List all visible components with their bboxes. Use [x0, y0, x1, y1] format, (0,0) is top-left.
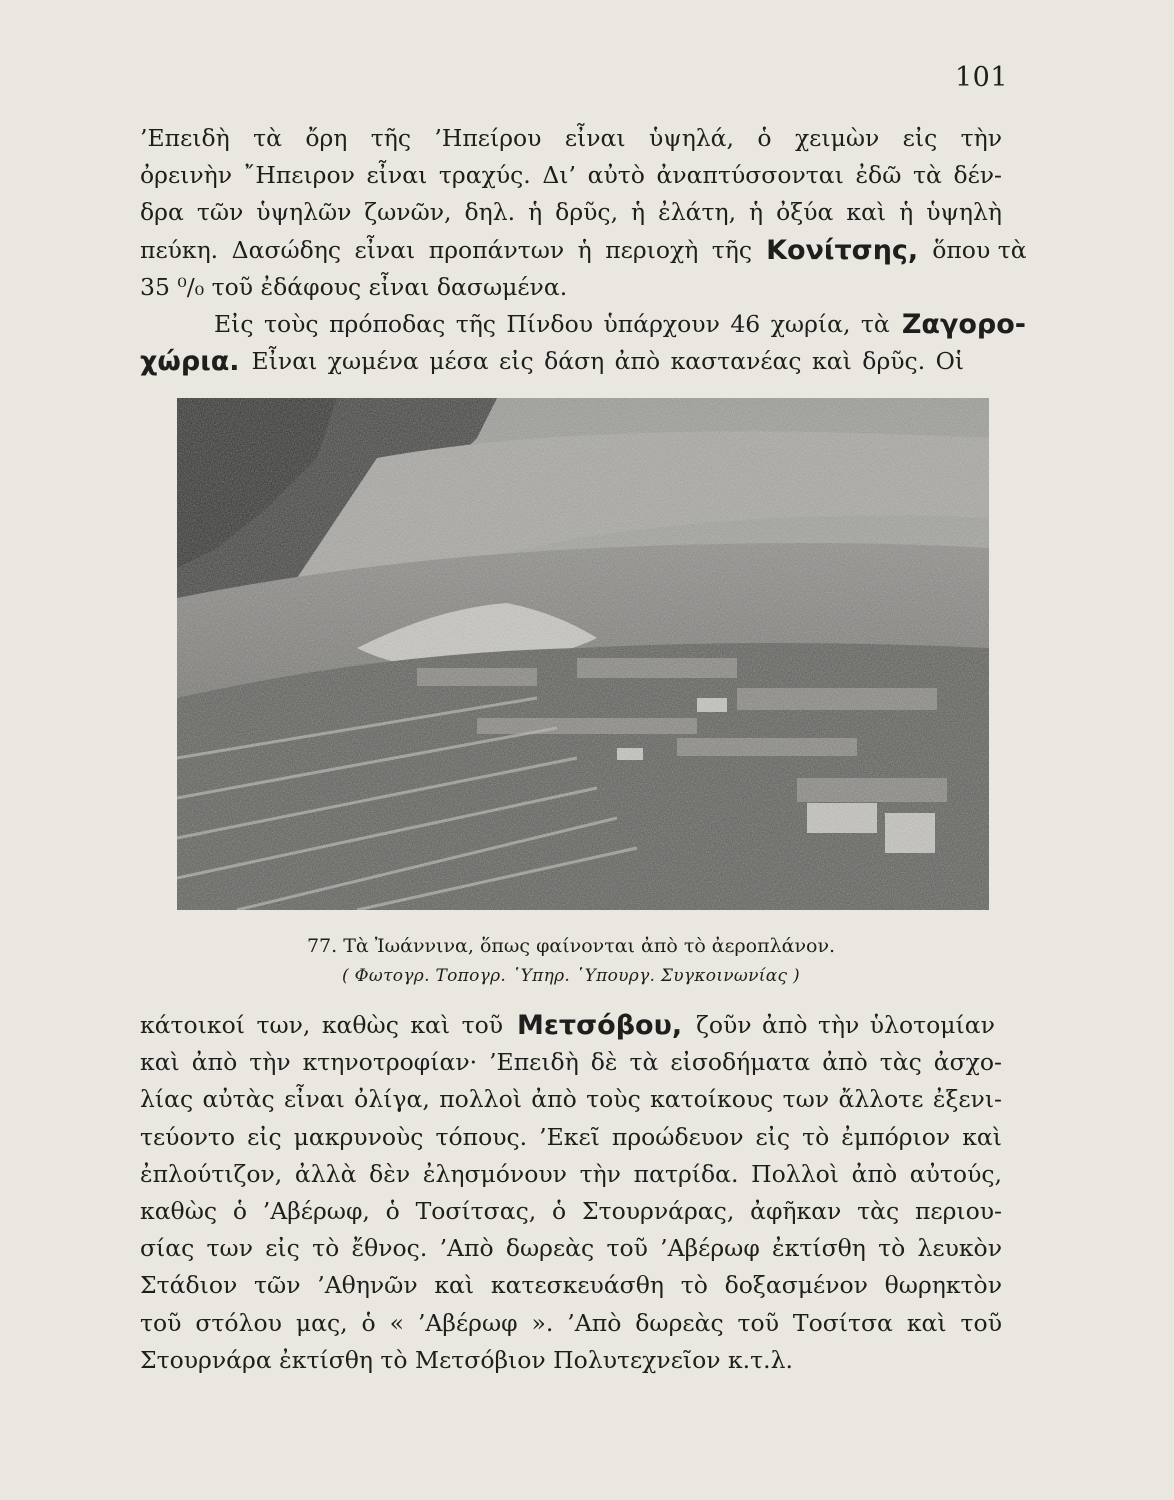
line-text: πεύκη. Δασώδης εἶναι προπάντων ἡ περιοχὴ τῆς [140, 235, 753, 264]
line-text: ὅπου τὰ [932, 235, 1027, 264]
photo-credit: ( Φωτογρ. Τοπογρ. ῾Υπηρ. ῾Υπουργ. Συγκοινωνίας ) [342, 966, 800, 986]
text-line [140, 1119, 1002, 1156]
place-name-metsovo: Μετσόβου, [517, 1010, 683, 1041]
text-line [140, 269, 1002, 306]
text-line [140, 1044, 1002, 1081]
line-text: κάτοικοί των, καθὼς καὶ τοῦ [140, 1011, 504, 1039]
line-text: Στάδιον τῶν ’Αθηνῶν καὶ κατεσκευάσθη τὸ δοξασμένον θωρηκτὸν [140, 1271, 1002, 1300]
text-line [140, 157, 1002, 194]
line-text: λίας αὐτὰς εἶναι ὀλίγα, πολλοὶ ἀπὸ τοὺς κατοίκους των ἄλλοτε ἐξενι- [140, 1085, 1002, 1114]
text-line [140, 194, 1002, 231]
line-text: δρα τῶν ὑψηλῶν ζωνῶν, δηλ. ἡ δρῦς, ἡ ἐλάτη, ἡ ὀξύα καὶ ἡ ὑψηλὴ [140, 198, 1002, 227]
page-number: 101 [955, 62, 1009, 93]
paragraph-top [140, 120, 1027, 380]
line-text: 35 ⁰/₀ τοῦ ἐδάφους εἶναι δασωμένα. [140, 272, 568, 301]
text-line [140, 1305, 1002, 1342]
figure-caption: 77. Τὰ Ἰωάννινα, ὅπως φαίνονται ἀπὸ τὸ ἀεροπλάνον. [306, 935, 836, 957]
paragraph-bottom [140, 1007, 1002, 1379]
text-line [140, 306, 1026, 343]
text-line [140, 1267, 1002, 1304]
line-text: Εἰς τοὺς πρόποδας τῆς Πίνδου ὑπάρχουν 46 χωρία, τὰ [214, 310, 890, 339]
line-text: τοῦ στόλου μας, ὁ « ’Αβέρωφ ». ’Απὸ δωρεὰς τοῦ Τοσίτσα καὶ τοῦ [140, 1308, 1002, 1337]
text-line [140, 343, 1002, 380]
text-line [140, 1081, 1002, 1118]
text-line [140, 1230, 1002, 1267]
text-line [140, 1156, 1002, 1193]
line-text: ἐπλούτιζον, ἀλλὰ δὲν ἐλησμόνουν τὴν πατρίδα. Πολλοὶ ἀπὸ αὐτούς, [140, 1159, 1002, 1188]
text-line [140, 1342, 1002, 1379]
place-name-zagorochoria-end: χώρια. [140, 346, 240, 378]
line-text: ὀρεινὴν ῎Ηπειρον εἶναι τραχύς. Δι’ αὐτὸ ἀναπτύσσονται ἐδῶ τὰ δέν- [140, 161, 1002, 190]
text-line [140, 232, 1027, 269]
line-text: ’Επειδὴ τὰ ὄρη τῆς ’Ηπείρου εἶναι ὑψηλά, ὁ χειμὼν εἰς τὴν [140, 124, 1002, 152]
line-text: Εἶναι χωμένα μέσα εἰς δάση ἀπὸ καστανέας καὶ δρῦς. Οἱ [251, 347, 965, 376]
line-text: καθὼς ὁ ’Αβέρωφ, ὁ Τοσίτσας, ὁ Στουρνάρας, ἀφῆκαν τὰς περιου- [140, 1197, 1002, 1226]
line-text: σίας των εἰς τὸ ἔθνος. ’Απὸ δωρεὰς τοῦ ’Αβέρωφ ἐκτίσθη τὸ λευκὸν [140, 1234, 1002, 1263]
text-line [140, 1007, 1002, 1044]
aerial-photo-ioannina [177, 398, 989, 910]
text-line [140, 1193, 1002, 1230]
text-line [140, 120, 1002, 157]
line-text: Στουρνάρα ἐκτίσθη τὸ Μετσόβιον Πολυτεχνεῖον κ.τ.λ. [140, 1345, 793, 1374]
line-text: ζοῦν ἀπὸ τὴν ὑλοτομίαν [696, 1011, 995, 1039]
place-name-zagorochoria: Ζαγορο- [901, 309, 1026, 341]
place-name-konitsa: Κονίτσης, [766, 234, 919, 266]
line-text: καὶ ἀπὸ τὴν κτηνοτροφίαν· ’Επειδὴ δὲ τὰ εἰσοδήματα ἀπὸ τὰς ἀσχο- [140, 1048, 1002, 1077]
line-text: τεύοντο εἰς μακρυνοὺς τόπους. ’Εκεῖ προώδευον εἰς τὸ ἐμπόριον καὶ [140, 1122, 1002, 1151]
